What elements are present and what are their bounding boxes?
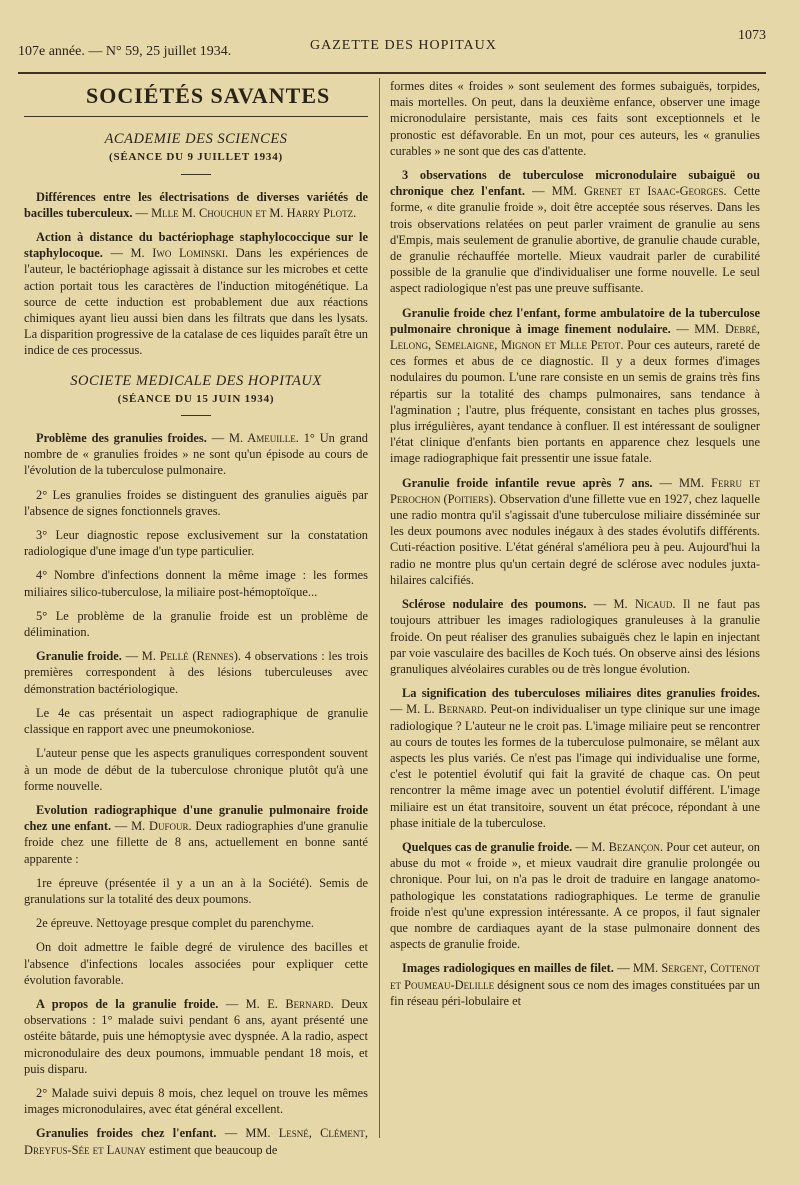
article: [24, 430, 368, 479]
article: [390, 475, 760, 588]
article-title: Granulie froide chez l'enfant, forme ambulatoire de la tuberculose pulmonaire chronique à image finement nodulaire.: [390, 305, 760, 336]
article-body: Dans les expériences de l'auteur, le bactériophage agissait à distance sur les microbes et cette action portait tous les caractères de l'induction mitogénétique. La source de cette induction est probablement due aux réactions chimiques ayant lieu aussi bien dans les filtrats que dans les lysats. La disparition progressive de la catalase de ces liquides paraît être un indice de ces processus.: [24, 246, 368, 358]
article-body: Deux observations : 1° malade suivi pendant 6 ans, ayant présenté une ostéite bâtarde, puis une hémoptysie avec dyspnée. A la radio, aspect micronodulaire des deux poumons, immuable pendant 18 mois, et puis disparu.: [24, 996, 368, 1076]
article-author: — MM. Sergent, Cottenot et Poumeau-Delille: [390, 961, 760, 992]
page-header: [18, 28, 766, 68]
article-paragraph: 1re épreuve (présentée il y a un an à la Société). Semis de granulations sur la totalité des deux poumons.: [24, 875, 368, 906]
article-author: — MM. Debré, Lelong, Semelaigne, Mignon et Mlle Petot.: [390, 321, 761, 353]
article-author: — M. Bezançon.: [575, 839, 663, 854]
article-paragraph: Le 4e cas présentait un aspect radiographique de granulie classique en rapport avec une pneumokoniose.: [24, 705, 368, 737]
article-body: Deux radiographies d'une granulie froide chez une fillette de 8 ans, actuellement en bonne santé apparente :: [24, 819, 368, 866]
column-divider: [379, 78, 380, 1138]
article: [390, 839, 760, 952]
article-author: — MM. Ferru et Perochon (Poitiers).: [390, 475, 760, 506]
article-paragraph: L'auteur pense que les aspects granuliques correspondent souvent à un mode de début de la tuberculose chronique plutôt qu'à une forme nouvelle.: [24, 746, 368, 793]
article-author: — M. Dufour.: [114, 819, 192, 834]
article-title: Evolution radiographique d'une granulie pulmonaire froide chez une enfant.: [24, 802, 368, 834]
article-body: Observation d'une fillette vue en 1927, chez laquelle une radio montra qu'il s'agissait d'une tuberculose miliaire disséminée sur les deux poumons avec nodules inégaux à des stades évolutifs différents. Cuti-réaction positive. L'état général s'améliora peu à peu. Aujourd'hui la radio ne montre plus qu'un certain degré de sclérose avec nodules juxta-hilaires calcifiés.: [390, 491, 760, 587]
article: [24, 802, 368, 867]
article: [390, 305, 760, 467]
article-title: La signification des tuberculoses miliaires dites granulies froides.: [402, 686, 760, 701]
article-body: Pour ces auteurs, rareté de ces formes et abus de ce diagnostic. Il y a deux formes d'images nodulaires du poumon. L'une rare consiste en un semis de grains très fins répartis sur la totalité des champs pulmonaires, sans tendance à l'agmination ; l'autre, plus fréquente, consistant en taches plus grosses, plus irrégulières, ayant tendance à confluer. Il est intéressant de souligner l'état clinique d'enfants bien portants en apparence chez lesquels une image radiographique fait pressentir une issue fatale.: [390, 338, 760, 466]
short-rule: [181, 415, 211, 416]
article-title: Sclérose nodulaire des poumons.: [402, 597, 587, 612]
article: [24, 1125, 368, 1157]
article-author: — Mlle M. Chouchun et M. Harry Plotz.: [135, 205, 357, 220]
article-body: 4 observations : les trois premières correspondent à des lésions tuberculeuses avec démonstration bactériologique.: [24, 649, 369, 696]
right-column: [390, 78, 760, 1017]
issue-info: 107e année. — N° 59, 25 juillet 1934.: [18, 44, 232, 59]
session-date: (SÉANCE DU 15 JUIN 1934): [117, 392, 275, 405]
article: [390, 596, 760, 677]
page-number: 1073: [738, 28, 766, 43]
article-author: — M. E. Bernard.: [225, 996, 334, 1011]
article-title: Images radiologiques en mailles de filet.: [402, 961, 614, 976]
article-paragraph: 4° Nombre d'infections donnent la même image : les formes miliaires silico-tuberculose, la miliaire post-hémoptoïque...: [24, 568, 368, 599]
article-title: A propos de la granulie froide.: [36, 996, 219, 1011]
article-body: Il ne faut pas toujours attribuer les images radiologiques granuleuses à la granulie froide. On peut réaliser des granulies subaiguës chez le lapin en injectant par voie vasculaire des bacilles de Koch tués. On observe ainsi des lésions granuliques alvéolaires curables ou de très longue évolution.: [390, 597, 760, 676]
article-title: Granulies froides chez l'enfant.: [36, 1126, 217, 1141]
article-title: Différences entre les électrisations de diverses variétés de bacilles tuberculeux.: [24, 189, 368, 220]
article: [24, 189, 368, 221]
article-body: Pour cet auteur, on abuse du mot « froide », et mieux vaudrait dire granulie prolongée ou chronique. Pour lui, on n'a pas le droit de traduire en langage anatomo-pathologique les constatations radiographiques. Le terme de granulie froide n'est qu'une expression intéressante. A ce propos, il faut signaler que nombre de cardiaques ayant de la stase pulmonaire donnent des aspects de granulie froide.: [390, 839, 760, 952]
article-body: 1° Un grand nombre de « granulies froides » ne sont qu'un épisode au cours de l'évolution de la tuberculose pulmonaire.: [24, 431, 368, 478]
section-title: SOCIÉTÉS SAVANTES: [86, 83, 331, 108]
article: [24, 996, 368, 1077]
article-author: — M. Ameuille.: [211, 431, 299, 446]
article-paragraph: 2e épreuve. Nettoyage presque complet du parenchyme.: [36, 916, 314, 931]
article-paragraph: 3° Leur diagnostic repose exclusivement sur la constatation radiologique d'une image d'un type particulier.: [24, 528, 368, 559]
article-paragraph: 2° Malade suivi depuis 8 mois, chez lequel on trouve les mêmes images micronodulaires, avec état général excellent.: [24, 1085, 368, 1117]
session-date: (SÉANCE DU 9 JUILLET 1934): [108, 151, 283, 164]
article: [24, 229, 368, 359]
header-rule: [18, 72, 766, 74]
article: [390, 167, 760, 297]
article: [24, 648, 368, 697]
article-author: — M. L. Bernard.: [390, 702, 487, 717]
article-body: estiment que beaucoup de: [149, 1142, 278, 1157]
article-paragraph: formes dites « froides » sont seulement des formes subaiguës, torpides, mais mortelles. On peut, dans la deuxième enfance, observer une image micronodulaire persistante, mais ces faits sont exceptionnels et le pronostic est défavorable. En un mot, pour ces auteurs, les « granulies curables » ne sont que des cas d'attente.: [390, 79, 760, 158]
article-author: — M. Iwo Lominski.: [110, 246, 229, 261]
article-author: — MM. Grenet et Isaac-Georges.: [532, 184, 727, 199]
article-paragraph: 2° Les granulies froides se distinguent des granulies aiguës par l'absence de signes fonctionnels graves.: [24, 487, 368, 518]
article-paragraph: On doit admettre le faible degré de virulence des bacilles et l'absence d'infections locales associées pour expliquer cette évolution favorable.: [24, 940, 368, 987]
article-title: 3 observations de tuberculose micronodulaire subaiguë ou chronique chez l'enfant.: [390, 168, 760, 199]
article-body: désignent sous ce nom des images constituées par un fin réseau péri-lobulaire et: [390, 977, 760, 1008]
article-title: Granulie froide infantile revue après 7 ans.: [402, 475, 653, 490]
society-heading: SOCIETE MEDICALE DES HOPITAUX: [70, 372, 322, 389]
journal-title: GAZETTE DES HOPITAUX: [310, 38, 497, 53]
short-rule: [181, 174, 211, 175]
article: [390, 960, 760, 1009]
article-title: Granulie froide.: [36, 649, 122, 664]
article: [390, 685, 760, 831]
society-heading: ACADEMIE DES SCIENCES: [104, 131, 288, 148]
article-paragraph: 5° Le problème de la granulie froide est un problème de délimination.: [24, 608, 368, 640]
article-author: — MM. Lesné, Clément, Dreyfus-Sée et Launay: [24, 1126, 369, 1157]
section-rule: [24, 116, 368, 117]
article-author: — M. Pellé (Rennes).: [125, 649, 241, 664]
article-body: Peut-on individualiser un type clinique sur une image radiologique ? L'auteur ne le croit pas. L'image miliaire peut se rencontrer au cours de toutes les formes de la tuberculose pulmonaire, se mêlant aux aspects les plus variés. Ce n'est pas l'image qui individualise une forme, c'est le potentiel évolutif qui fait la gravité de chaque cas. On peut rencontrer la même image avec un potentiel évolutif différent. L'image miliaire est un état transitoire, souvent un état précoce, répondant à une phase initiale de la tuberculose.: [390, 702, 760, 830]
article-body: Cette forme, « dite granulie froide », doit être acceptée sous réserves. Dans les trois observations relatées on peut parler vraiment de granulie au sens d'Empis, mais seulement de granulie abortive, de granulie chaude curable, de granulie réchauffée mortelle. Mieux vaudrait parler de curabilité possible de la granulie que d'individualiser une forme nouvelle. Le seul aspect radiologique n'est pas une preuve suffisante.: [390, 184, 760, 296]
article-title: Problème des granulies froides.: [36, 431, 207, 446]
article-title: Action à distance du bactériophage staphylococcique sur le staphylocoque.: [24, 230, 368, 261]
article-author: — M. Nicaud.: [593, 597, 676, 612]
article-title: Quelques cas de granulie froide.: [402, 839, 573, 854]
left-column: [24, 78, 368, 1166]
